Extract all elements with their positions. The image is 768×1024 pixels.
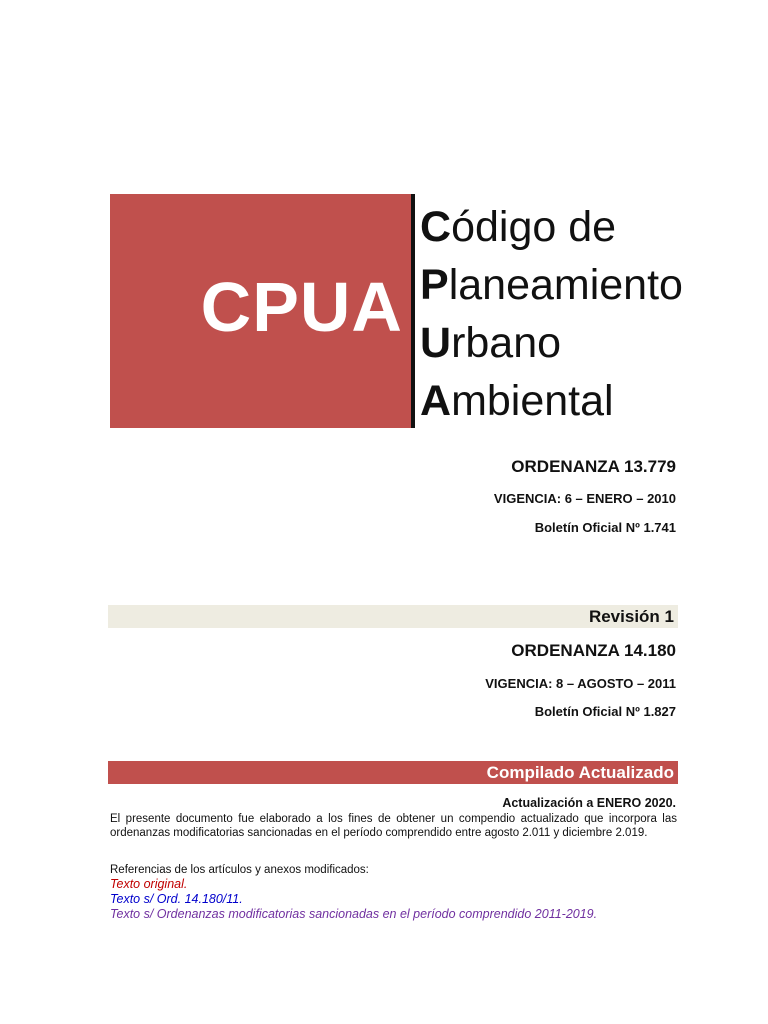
title-initial: C — [420, 203, 452, 251]
title-rest: ódigo de — [451, 203, 617, 251]
revision-ordinance: ORDENANZA 14.180 — [511, 641, 676, 660]
reference-ord-14180: Texto s/ Ord. 14.180/11. — [110, 892, 243, 906]
title-rest: laneamiento — [448, 261, 683, 309]
title-line — [420, 256, 760, 314]
title-initial: U — [420, 319, 452, 367]
title-divider — [411, 194, 415, 428]
title-line — [420, 372, 760, 430]
revision-vigencia: VIGENCIA: 8 – AGOSTO – 2011 — [485, 676, 676, 691]
revision-band: Revisión 1 — [108, 605, 678, 628]
original-boletin: Boletín Oficial Nº 1.741 — [534, 520, 676, 535]
compilado-band: Compilado Actualizado — [108, 761, 678, 784]
title-line — [420, 198, 760, 256]
reference-modificatorias: Texto s/ Ordenanzas modificatorias sancionadas en el período comprendido 2011-2019. — [110, 907, 598, 921]
title-initial: P — [420, 261, 449, 309]
cpua-logo-block — [110, 194, 411, 428]
original-vigencia: VIGENCIA: 6 – ENERO – 2010 — [493, 491, 676, 506]
document-title — [420, 198, 760, 430]
revision-boletin: Boletín Oficial Nº 1.827 — [534, 704, 676, 719]
title-initial: A — [420, 377, 452, 425]
references-section — [110, 863, 710, 922]
compilado-description: El presente documento fue elaborado a los fines de obtener un compendio actualizado que incorpora las ordenanzas modificatorias sancionadas en el período comprendido entre agosto 2.011 y diciembre 2.019. — [110, 813, 677, 839]
title-rest: rbano — [451, 319, 562, 367]
reference-original: Texto original. — [110, 877, 188, 891]
update-date: Actualización a ENERO 2020. — [502, 796, 676, 810]
title-rest: mbiental — [451, 377, 614, 425]
references-label: Referencias de los artículos y anexos modificados: — [110, 864, 369, 876]
logo-text: CPUA — [200, 268, 403, 346]
original-ordinance: ORDENANZA 13.779 — [511, 457, 676, 476]
title-line — [420, 314, 760, 372]
